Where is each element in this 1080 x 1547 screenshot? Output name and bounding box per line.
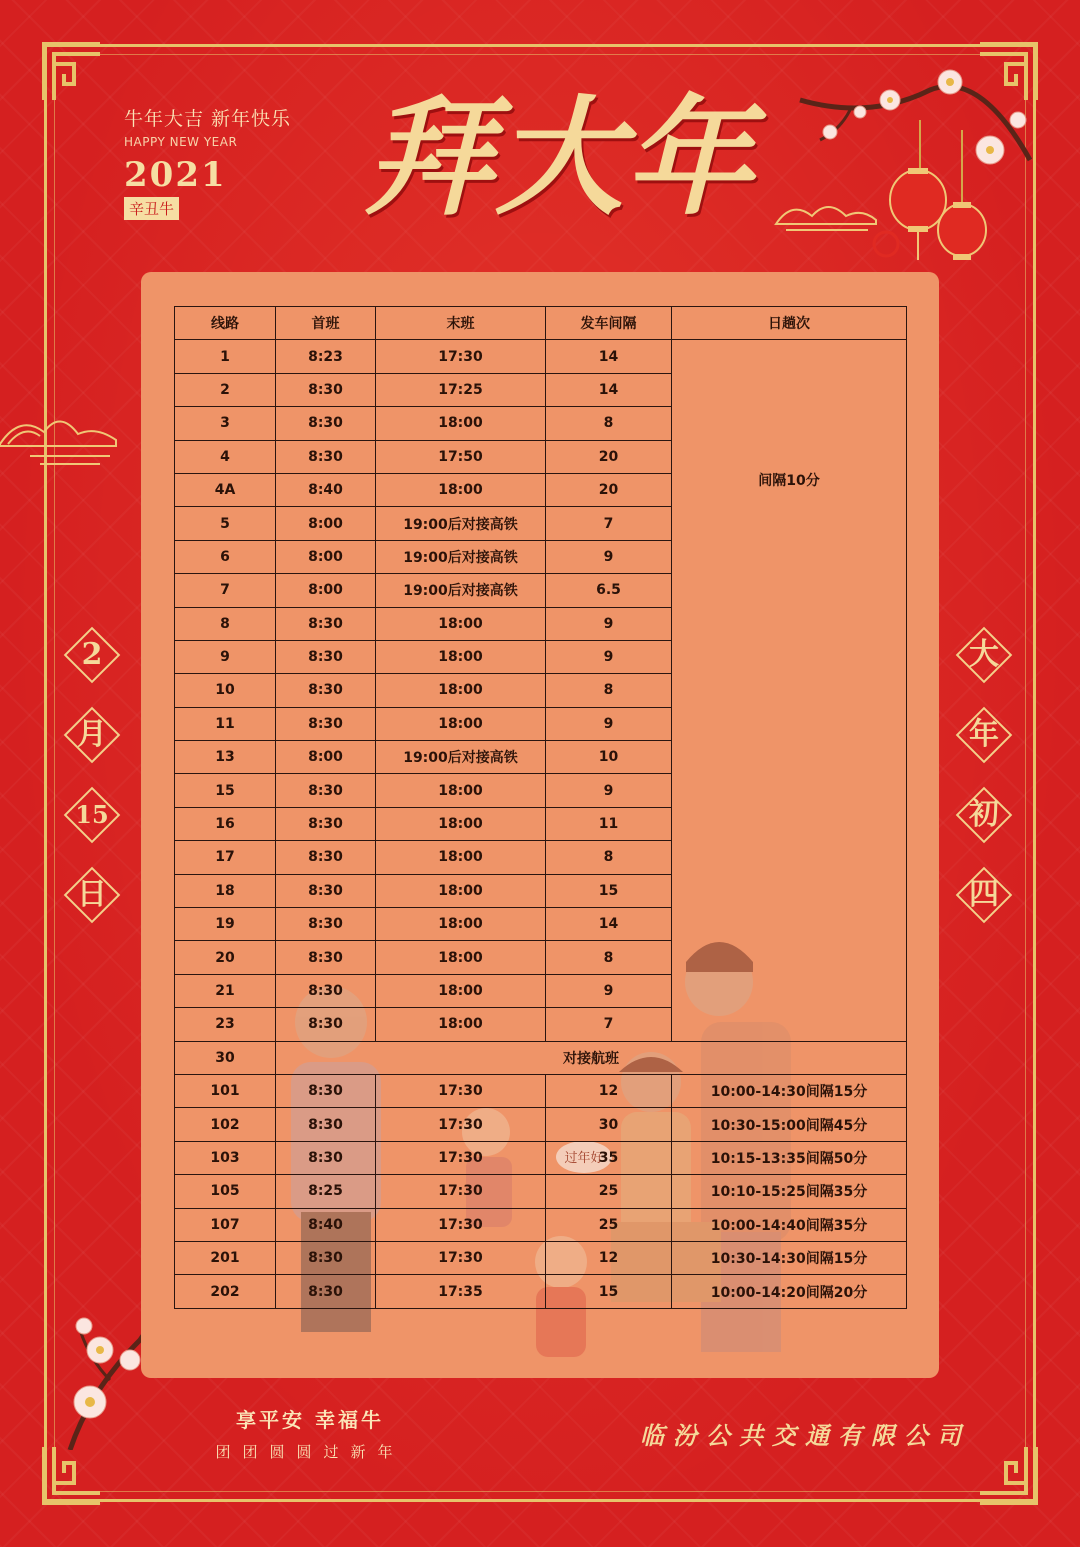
cell-last: 19:00后对接高铁 (376, 574, 546, 607)
cell-route: 13 (175, 741, 276, 774)
cell-last: 18:00 (376, 1008, 546, 1041)
lunar-char-diamond (961, 872, 1007, 918)
cell-last: 18:00 (376, 674, 546, 707)
cell-note: 10:00-14:40间隔35分 (672, 1208, 907, 1241)
table-row (175, 1108, 907, 1141)
cell-group-note: 间隔10分 (672, 340, 907, 1041)
cell-route: 19 (175, 908, 276, 941)
cell-special-note: 对接航班 (276, 1041, 907, 1074)
cell-interval: 10 (546, 741, 672, 774)
cell-last: 17:50 (376, 440, 546, 473)
cell-interval: 35 (546, 1141, 672, 1174)
cell-last: 19:00后对接高铁 (376, 507, 546, 540)
cell-route: 30 (175, 1041, 276, 1074)
cell-first: 8:30 (276, 774, 376, 807)
cell-first: 8:40 (276, 1208, 376, 1241)
cell-interval: 9 (546, 540, 672, 573)
cell-first: 8:23 (276, 340, 376, 373)
cell-last: 18:00 (376, 640, 546, 673)
col-header-last: 末班 (376, 307, 546, 340)
cell-route: 8 (175, 607, 276, 640)
fret-corner-icon (976, 1443, 1040, 1507)
cell-last: 17:30 (376, 1108, 546, 1141)
cell-first: 8:40 (276, 473, 376, 506)
table-row (175, 1275, 907, 1308)
cell-interval: 9 (546, 640, 672, 673)
cell-first: 8:30 (276, 1275, 376, 1308)
table-row (175, 1241, 907, 1274)
cell-interval: 8 (546, 941, 672, 974)
cell-first: 8:30 (276, 841, 376, 874)
cell-first: 8:30 (276, 974, 376, 1007)
cell-interval: 7 (546, 507, 672, 540)
page-title: 拜大年 (364, 83, 755, 233)
cell-route: 1 (175, 340, 276, 373)
cell-first: 8:30 (276, 807, 376, 840)
cell-note: 10:30-14:30间隔15分 (672, 1241, 907, 1274)
cell-first: 8:30 (276, 607, 376, 640)
cell-interval: 8 (546, 841, 672, 874)
cell-last: 18:00 (376, 941, 546, 974)
zodiac-badge: 辛丑牛 (124, 197, 179, 220)
cell-last: 18:00 (376, 807, 546, 840)
table-header-row (175, 307, 907, 340)
cell-interval: 20 (546, 473, 672, 506)
date-char-diamond (69, 712, 115, 758)
date-char: 日 (77, 877, 107, 912)
footer-slogan-block (180, 1404, 440, 1462)
cell-interval: 8 (546, 674, 672, 707)
cell-first: 8:30 (276, 1241, 376, 1274)
cell-route: 105 (175, 1175, 276, 1208)
cell-interval: 12 (546, 1074, 672, 1107)
cell-last: 17:30 (376, 1074, 546, 1107)
cell-route: 11 (175, 707, 276, 740)
schedule-table (174, 306, 907, 1309)
greeting-cn: 牛年大吉 新年快乐 (124, 108, 292, 130)
cell-first: 8:00 (276, 540, 376, 573)
cell-note: 10:00-14:30间隔15分 (672, 1074, 907, 1107)
cell-first: 8:00 (276, 574, 376, 607)
cell-interval: 9 (546, 607, 672, 640)
cell-note: 10:00-14:20间隔20分 (672, 1275, 907, 1308)
cell-note: 10:30-15:00间隔45分 (672, 1108, 907, 1141)
col-header-interval: 发车间隔 (546, 307, 672, 340)
cell-first: 8:30 (276, 874, 376, 907)
cell-first: 8:30 (276, 440, 376, 473)
footer-slogan: 享平安 幸福牛 (236, 1408, 384, 1432)
cell-route: 2 (175, 373, 276, 406)
cell-route: 15 (175, 774, 276, 807)
lunar-date-column (956, 632, 1012, 952)
lunar-char: 年 (969, 717, 999, 752)
date-char: 15 (75, 800, 109, 829)
table-row (175, 340, 907, 373)
cell-first: 8:30 (276, 407, 376, 440)
cell-first: 8:30 (276, 373, 376, 406)
cell-interval: 14 (546, 373, 672, 406)
cell-interval: 8 (546, 407, 672, 440)
lantern-plum-decoration-icon (790, 60, 1040, 280)
date-column (64, 632, 120, 952)
header-block (124, 104, 291, 220)
cell-last: 17:30 (376, 1175, 546, 1208)
cell-route: 101 (175, 1074, 276, 1107)
lunar-char: 大 (969, 637, 999, 672)
cell-route: 102 (175, 1108, 276, 1141)
lunar-char-diamond (961, 792, 1007, 838)
cell-route: 17 (175, 841, 276, 874)
cell-route: 202 (175, 1275, 276, 1308)
cell-first: 8:30 (276, 1108, 376, 1141)
cell-last: 17:30 (376, 1241, 546, 1274)
cell-first: 8:30 (276, 941, 376, 974)
cell-first: 8:00 (276, 741, 376, 774)
lunar-char: 四 (969, 877, 999, 912)
cell-interval: 6.5 (546, 574, 672, 607)
cell-interval: 9 (546, 707, 672, 740)
cell-last: 18:00 (376, 974, 546, 1007)
cell-route: 10 (175, 674, 276, 707)
cell-last: 17:35 (376, 1275, 546, 1308)
cell-last: 18:00 (376, 407, 546, 440)
table-row (175, 1041, 907, 1074)
fret-corner-icon (40, 1443, 104, 1507)
cell-interval: 25 (546, 1175, 672, 1208)
cell-first: 8:30 (276, 674, 376, 707)
year: 2021 (124, 155, 227, 195)
cell-interval: 25 (546, 1208, 672, 1241)
cell-route: 3 (175, 407, 276, 440)
cell-route: 5 (175, 507, 276, 540)
date-char-diamond (69, 632, 115, 678)
cell-route: 16 (175, 807, 276, 840)
cell-first: 8:30 (276, 908, 376, 941)
cell-last: 18:00 (376, 874, 546, 907)
cell-route: 107 (175, 1208, 276, 1241)
cell-route: 18 (175, 874, 276, 907)
cell-last: 19:00后对接高铁 (376, 540, 546, 573)
col-header-daily-trips: 日趟次 (672, 307, 907, 340)
cell-route: 103 (175, 1141, 276, 1174)
cell-route: 6 (175, 540, 276, 573)
lunar-char-diamond (961, 632, 1007, 678)
cell-first: 8:30 (276, 1008, 376, 1041)
cell-route: 7 (175, 574, 276, 607)
company-name: 临汾公共交通有限公司 (640, 1421, 970, 1450)
cell-route: 201 (175, 1241, 276, 1274)
cell-interval: 12 (546, 1241, 672, 1274)
cell-first: 8:30 (276, 707, 376, 740)
cell-route: 4 (175, 440, 276, 473)
cell-last: 18:00 (376, 908, 546, 941)
cell-interval: 15 (546, 874, 672, 907)
cell-note: 10:15-13:35间隔50分 (672, 1141, 907, 1174)
cell-route: 20 (175, 941, 276, 974)
cell-first: 8:30 (276, 640, 376, 673)
cell-interval: 15 (546, 1275, 672, 1308)
cloud-icon (0, 404, 120, 474)
cell-first: 8:30 (276, 1074, 376, 1107)
cell-last: 17:25 (376, 373, 546, 406)
date-char-diamond (69, 792, 115, 838)
date-char-diamond (69, 872, 115, 918)
cell-last: 19:00后对接高铁 (376, 741, 546, 774)
footer-sub: 团团圆圆过新年 (215, 1443, 405, 1461)
cell-interval: 7 (546, 1008, 672, 1041)
lunar-char-diamond (961, 712, 1007, 758)
cell-route: 9 (175, 640, 276, 673)
col-header-first: 首班 (276, 307, 376, 340)
cell-last: 18:00 (376, 774, 546, 807)
col-header-route: 线路 (175, 307, 276, 340)
cell-last: 18:00 (376, 473, 546, 506)
cell-last: 17:30 (376, 340, 546, 373)
schedule-panel (141, 272, 939, 1378)
cell-last: 18:00 (376, 707, 546, 740)
fret-corner-icon (40, 40, 104, 104)
cell-first: 8:25 (276, 1175, 376, 1208)
date-char: 月 (77, 717, 107, 752)
cell-interval: 14 (546, 908, 672, 941)
cell-first: 8:30 (276, 1141, 376, 1174)
cell-last: 18:00 (376, 607, 546, 640)
table-row (175, 1141, 907, 1174)
cell-interval: 9 (546, 774, 672, 807)
cell-interval: 14 (546, 340, 672, 373)
date-char: 2 (81, 637, 103, 672)
table-row (175, 1208, 907, 1241)
lunar-char: 初 (969, 797, 999, 832)
greeting-en: HAPPY NEW YEAR (124, 135, 238, 149)
cell-route: 21 (175, 974, 276, 1007)
cell-interval: 30 (546, 1108, 672, 1141)
speech-bubble: 过年好 (564, 1151, 604, 1166)
cell-last: 18:00 (376, 841, 546, 874)
cell-note: 10:10-15:25间隔35分 (672, 1175, 907, 1208)
cell-interval: 11 (546, 807, 672, 840)
table-row (175, 1175, 907, 1208)
cell-first: 8:00 (276, 507, 376, 540)
cell-last: 17:30 (376, 1141, 546, 1174)
cell-interval: 20 (546, 440, 672, 473)
cell-interval: 9 (546, 974, 672, 1007)
cell-route: 23 (175, 1008, 276, 1041)
cell-route: 4A (175, 473, 276, 506)
cell-last: 17:30 (376, 1208, 546, 1241)
table-row (175, 1074, 907, 1107)
